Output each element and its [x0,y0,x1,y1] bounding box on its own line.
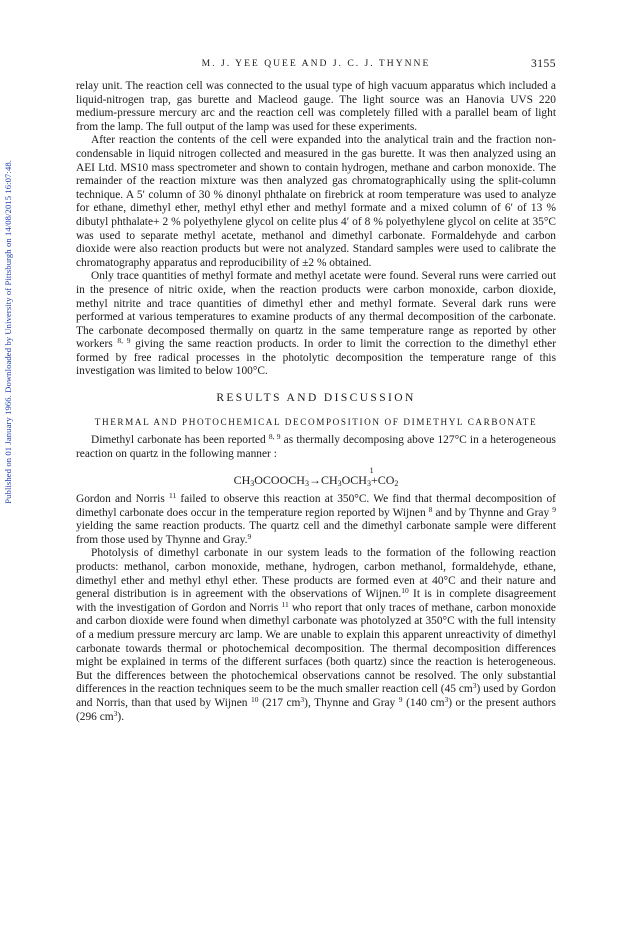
text-run: and by Thynne and Gray [435,506,550,519]
paragraph-trace-products [76,270,556,379]
equation-subscript: 3 [250,479,255,489]
reaction-equation [76,464,556,488]
equation-term: CH [320,473,338,488]
article-body [76,80,556,724]
download-watermark: Published on 01 January 1966. Downloaded by University of Pittsburgh on 14/08/2015 16:07:48. [3,160,13,504]
paragraph-gordon-norris [76,493,556,547]
reaction-arrow: → [308,473,321,488]
text-run: Dimethyl carbonate has been reported [91,434,266,447]
running-head [76,58,556,74]
reference-citation: 11 [168,491,177,501]
text-run: It is in complete disagreement with the investigation of Gordon and Norris [76,588,556,614]
page-number: 3155 [531,58,556,70]
reference-citation: 10 [401,586,409,596]
paragraph-apparatus: relay unit. The reaction cell was connected to the usual type of high vacuum apparatus which included a liquid-nitrogen trap, gas burette and Macleod gauge. The light source was an Hanovia UVS 220 medium-pressure mercury arc and the reaction cell was completely filled with a parallel beam of light from the lamp. The full output of the lamp was used for these experiments. [76,80,556,133]
equation-body [233,466,399,489]
unit-exponent: 3 [300,694,305,704]
reference-citation: 8 [428,504,433,514]
reference-citation: 11 [281,599,289,609]
unit-exponent: 3 [444,694,449,704]
unit-exponent: 3 [472,681,477,691]
equation-term: +CO [370,473,395,488]
text-run: Photolysis of dimethyl carbonate in our system leads to the formation of the following reaction products: methanol, carbon monoxide, methane, hydrogen, carbon methanol, formaldehyde, ethane, dimethyl ether and methyl ethyl ether. These products are formed even at 40°C and their nature and general distribution is in agreement with the observations of Wijnen. [76,547,556,601]
text-run: (217 cm [262,696,301,709]
equation-subscript: 3 [337,479,342,489]
reference-citation: 10 [251,694,259,704]
reference-citation: 9 [398,694,403,704]
equation-term: OCOOCH [254,473,305,488]
reference-citation: 9 [552,504,556,514]
text-run: giving the same reaction products. In order to limit the correction to the dimethyl ether formed by free radical processes in the photolytic decomposition the temperature range of this investigation was limited to below 100°C. [76,338,556,378]
equation-subscript: 2 [394,479,399,489]
text-run: who report that only traces of methane, carbon monoxide and carbon dioxide were found when dimethyl carbonate was photolyzed at 350°C with the full intensity of a medium pressure mercury arc lamp. We are unable to explain this apparent unreactivity of dimethyl carbonate towards thermal or photochemical decomposition. The thermal decomposition differences might be explained in terms of the different surfaces (both quartz) since the reaction is heterogeneous. But the differences between the photochemical observations cannot be resolved. The only substantial differences in the reaction techniques seem to be the much smaller reaction cell (45 cm [76,601,556,696]
text-run: ) used by Gordon and Norris, than that used by Wijnen [76,683,556,709]
equation-number: 1 [369,466,374,476]
paragraph-thermal [76,434,556,461]
paragraph-analysis: After reaction the contents of the cell were expanded into the analytical train and the fraction non-condensable in liquid nitrogen collected and measured in the gas burette. It was then analyzed using an AEI Ltd. MS10 mass spectrometer and shown to contain hydrogen, methane and carbon monoxide. The remainder of the reaction mixture was then analyzed gas chromatographically using the split-column technique. A 5′ column of 30 % dinonyl phthalate on firebrick at room temperature was used to analyze for ethane, dimethyl ether, methyl ethyl ether and methyl formate and a mixed column of 6′ of 13 % dibutyl phthalate+ 2 % polyethylene glycol on celite plus 4′ of 8 % polyethylene glycol on celite at 35°C was used to separate methyl acetate, methanol and dimethyl carbonate. Formaldehyde and carbon dioxide were also reaction products but were not analyzed. Standard samples were used to calibrate the chromatography apparatus and reproducibility of ±2 % obtained. [76,134,556,269]
section-heading: RESULTS AND DISCUSSION [216,392,416,405]
text-run: Gordon and Norris [76,493,165,506]
paragraph-photolysis [76,547,556,724]
equation-term: OCH [341,473,367,488]
running-head-authors: M. J. YEE QUEE AND J. C. J. THYNNE [201,58,431,69]
text-run: (140 cm [406,696,445,709]
subsection-heading: THERMAL AND PHOTOCHEMICAL DECOMPOSITION OF DIMETHYL CARBONATE [94,416,538,427]
text-run: ), Thynne and Gray [304,696,396,709]
text-run: failed to observe this reaction at 350°C. We find that thermal decomposition of dimethyl carbonate does occur in the temperature region reported by Wijnen [76,493,556,519]
equation-term: CH [233,473,251,488]
reference-citation: 8, 9 [117,336,131,346]
text-run: Only trace quantities of methyl formate and methyl acetate were found. Several runs were carried out in the presence of nitric oxide, when the reaction products were carbon monoxide, carbon dioxide, methyl nitrite and trace quantities of dimethyl ether and methyl formate. Several dark runs were performed at various temperatures to examine products of any thermal decomposition of the carbonate. The carbonate decomposed thermally on quartz in the same temperature range as reported by other workers [76,270,556,351]
text-run: as thermally decomposing above 127°C in a heterogeneous reaction on quartz in the following manner : [76,434,556,460]
text-run: ). [117,710,125,723]
reference-citation: 8, 9 [268,432,281,442]
unit-exponent: 3 [113,708,118,718]
text-run: yielding the same reaction products. The quartz cell and the dimethyl carbonate sample were different from those used by Thynne and Gray. [76,520,556,546]
text-run: ) or the present authors (296 cm [76,696,556,723]
equation-subscript: 3 [366,479,371,489]
equation-subscript: 3 [304,479,309,489]
reference-citation: 9 [247,531,252,541]
